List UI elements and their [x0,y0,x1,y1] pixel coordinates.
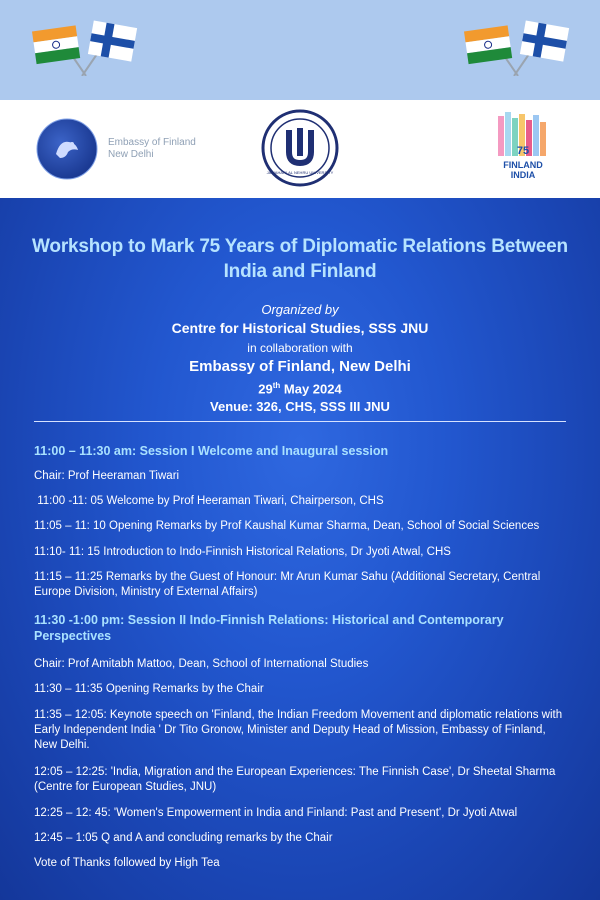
india-finland-flags-icon [462,18,572,76]
jnu-emblem-icon [261,108,339,188]
embassy-name [108,137,196,161]
session-2-title: 11:30 -1:00 pm: Session II Indo-Finnish Relations: Historical and Contemporary Perspectives [34,613,504,643]
india-finland-flags-icon [30,18,140,76]
page-title [20,234,580,284]
organized-by-label: Organized by [261,302,339,317]
event-venue: Venue: 326, CHS, SSS III JNU [210,399,390,414]
agenda-item: 12:05 – 12:25: 'India, Migration and the European Experiences: The Finnish Case', Dr Sheetal Sharma (Centre for European Studies, JNU) [34,766,556,793]
agenda-item: 11:35 – 12:05: Keynote speech on 'Finland, the Indian Freedom Movement and diplomatic relations with Early Independent India ' Dr Tito Gronow, Minister and Deputy Head of Mission, Embassy of Finland, New Delhi. [34,709,563,751]
agenda-item: 12:45 – 1:05 Q and A and concluding remarks by the Chair [34,832,333,844]
partner-name: Embassy of Finland, New Delhi [189,358,411,375]
divider [34,421,566,422]
jnu-emblem-text: JAWAHARLAL NEHRU UNIVERSITY [266,170,334,175]
agenda-item: 11:00 -11: 05 Welcome by Prof Heeraman Tiwari, Chairperson, CHS [34,495,384,507]
date-rest: May 2024 [280,381,342,397]
session-1-chair: Chair: Prof Heeraman Tiwari [34,470,180,482]
collaboration-label: in collaboration with [247,341,353,355]
closing-note: Vote of Thanks followed by High Tea [34,857,220,869]
title-line2: India and Finland [223,261,377,282]
agenda-item: 12:25 – 12: 45: 'Women's Empowerment in India and Finland: Past and Present', Dr Jyoti Atwal [34,807,518,819]
logo-75-finland: FINLAND [503,160,543,170]
finland-india-75-logo-icon [492,112,554,182]
date-suffix: th [272,381,281,390]
embassy-of-finland-logo-icon [36,118,98,180]
session-1-title: 11:00 – 11:30 am: Session I Welcome and Inaugural session [34,444,389,458]
agenda-item: 11:30 – 11:35 Opening Remarks by the Chair [34,683,264,695]
date-day: 29 [258,381,273,397]
agenda-item: 11:05 – 11: 10 Opening Remarks by Prof Kaushal Kumar Sharma, Dean, School of Social Sciences [34,520,540,532]
event-date [20,381,580,396]
agenda-item: 11:15 – 11:25 Remarks by the Guest of Honour: Mr Arun Kumar Sahu (Additional Secretary, Central Europe Division, Ministry of External Affairs) [34,571,541,598]
agenda-item: 11:10- 11: 15 Introduction to Indo-Finnish Historical Relations, Dr Jyoti Atwal, CHS [34,546,451,558]
session-2-chair: Chair: Prof Amitabh Mattoo, Dean, School of International Studies [34,658,369,670]
organizer-name: Centre for Historical Studies, SSS JNU [171,320,429,336]
embassy-name-line2: New Delhi [108,149,154,160]
embassy-name-line1: Embassy of Finland [108,137,196,148]
title-line1: Workshop to Mark 75 Years of Diplomatic Relations Between [32,236,568,257]
logo-75-number: 75 [516,145,530,157]
logo-75-india: INDIA [510,170,536,180]
